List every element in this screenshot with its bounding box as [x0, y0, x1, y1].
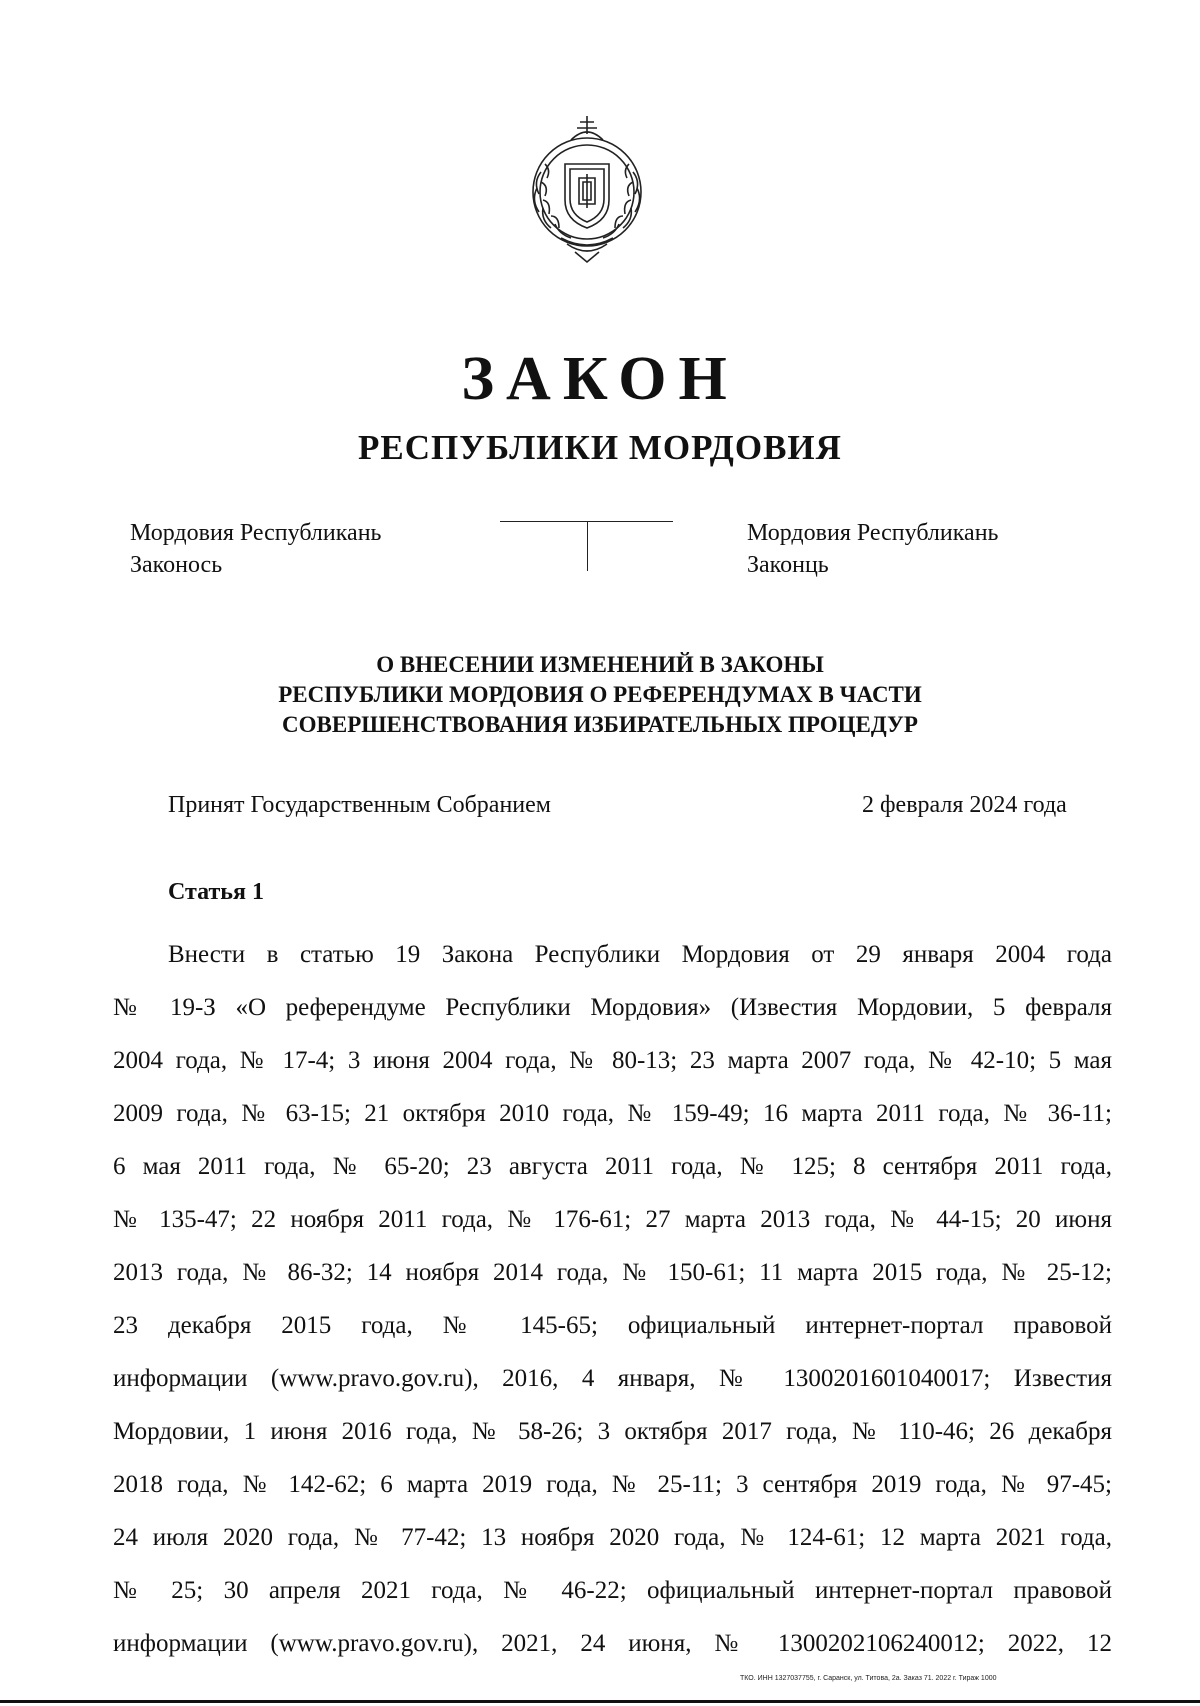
- adoption-label: Принят Государственным Собранием: [168, 792, 551, 818]
- article-line: информации (www.pravo.gov.ru), 2016, 4 января, № 1300201601040017; Известия: [113, 1365, 1112, 1392]
- coat-of-arms-icon: [517, 112, 657, 264]
- law-title-zakon: ЗАКОН: [461, 345, 739, 413]
- article-line: Мордовии, 1 июня 2016 года, № 58-26; 3 октября 2017 года, № 110-46; 26 декабря: [113, 1418, 1112, 1445]
- law-subtitle: РЕСПУБЛИКИ МОРДОВИЯ: [358, 428, 842, 467]
- article-line: 6 мая 2011 года, № 65-20; 23 августа 2011 года, № 125; 8 сентября 2011 года,: [113, 1153, 1112, 1180]
- left-language-line-1: Мордовия Республикань: [130, 520, 382, 546]
- adoption-date: 2 февраля 2024 года: [862, 792, 1067, 818]
- print-imprint: ТКО. ИНН 1327037755, г. Саранск, ул. Титова, 2а. Заказ 71. 2022 г. Тираж 1000: [740, 1675, 997, 1682]
- article-line: 2018 года, № 142-62; 6 марта 2019 года, № 25-11; 3 сентября 2019 года, № 97-45;: [113, 1471, 1112, 1498]
- right-language-line-1: Мордовия Республикань: [747, 520, 999, 546]
- article-line: информации (www.pravo.gov.ru), 2021, 24 июня, № 1300202106240012; 2022, 12: [113, 1630, 1112, 1657]
- article-line: № 135-47; 22 ноября 2011 года, № 176-61; 27 марта 2013 года, № 44-15; 20 июня: [113, 1206, 1112, 1233]
- article-line: № 25; 30 апреля 2021 года, № 46-22; официальный интернет-портал правовой: [113, 1577, 1112, 1604]
- article-line: № 19-З «О референдуме Республики Мордовия» (Известия Мордовии, 5 февраля: [113, 994, 1112, 1021]
- left-language-caption: [130, 517, 381, 581]
- article-title: Статья 1: [168, 879, 264, 905]
- right-language-caption: [747, 517, 998, 581]
- article-line: 23 декабря 2015 года, № 145-65; официальный интернет-портал правовой: [113, 1312, 1112, 1339]
- law-heading: [0, 650, 1200, 740]
- law-heading-line-1: О ВНЕСЕНИИ ИЗМЕНЕНИЙ В ЗАКОНЫ: [376, 652, 824, 677]
- registration-corner-vertical: [587, 521, 588, 571]
- left-language-line-2: Законось: [130, 552, 223, 578]
- coat-of-arms-emblem: [517, 112, 657, 264]
- article-line: Внести в статью 19 Закона Республики Мордовия от 29 января 2004 года: [168, 941, 1112, 968]
- page-bottom-edge: [0, 1700, 1200, 1703]
- right-language-line-2: Законць: [747, 552, 829, 578]
- law-heading-line-2: РЕСПУБЛИКИ МОРДОВИЯ О РЕФЕРЕНДУМАХ В ЧАСТИ: [278, 682, 922, 707]
- article-body: [113, 940, 1112, 1682]
- law-heading-line-3: СОВЕРШЕНСТВОВАНИЯ ИЗБИРАТЕЛЬНЫХ ПРОЦЕДУР: [282, 712, 918, 737]
- article-line: 2013 года, № 86-32; 14 ноября 2014 года, № 150-61; 11 марта 2015 года, № 25-12;: [113, 1259, 1112, 1286]
- article-line: 2009 года, № 63-15; 21 октября 2010 года, № 159-49; 16 марта 2011 года, № 36-11;: [113, 1100, 1112, 1127]
- article-line: 24 июля 2020 года, № 77-42; 13 ноября 2020 года, № 124-61; 12 марта 2021 года,: [113, 1524, 1112, 1551]
- article-line: 2004 года, № 17-4; 3 июня 2004 года, № 80-13; 23 марта 2007 года, № 42-10; 5 мая: [113, 1047, 1112, 1074]
